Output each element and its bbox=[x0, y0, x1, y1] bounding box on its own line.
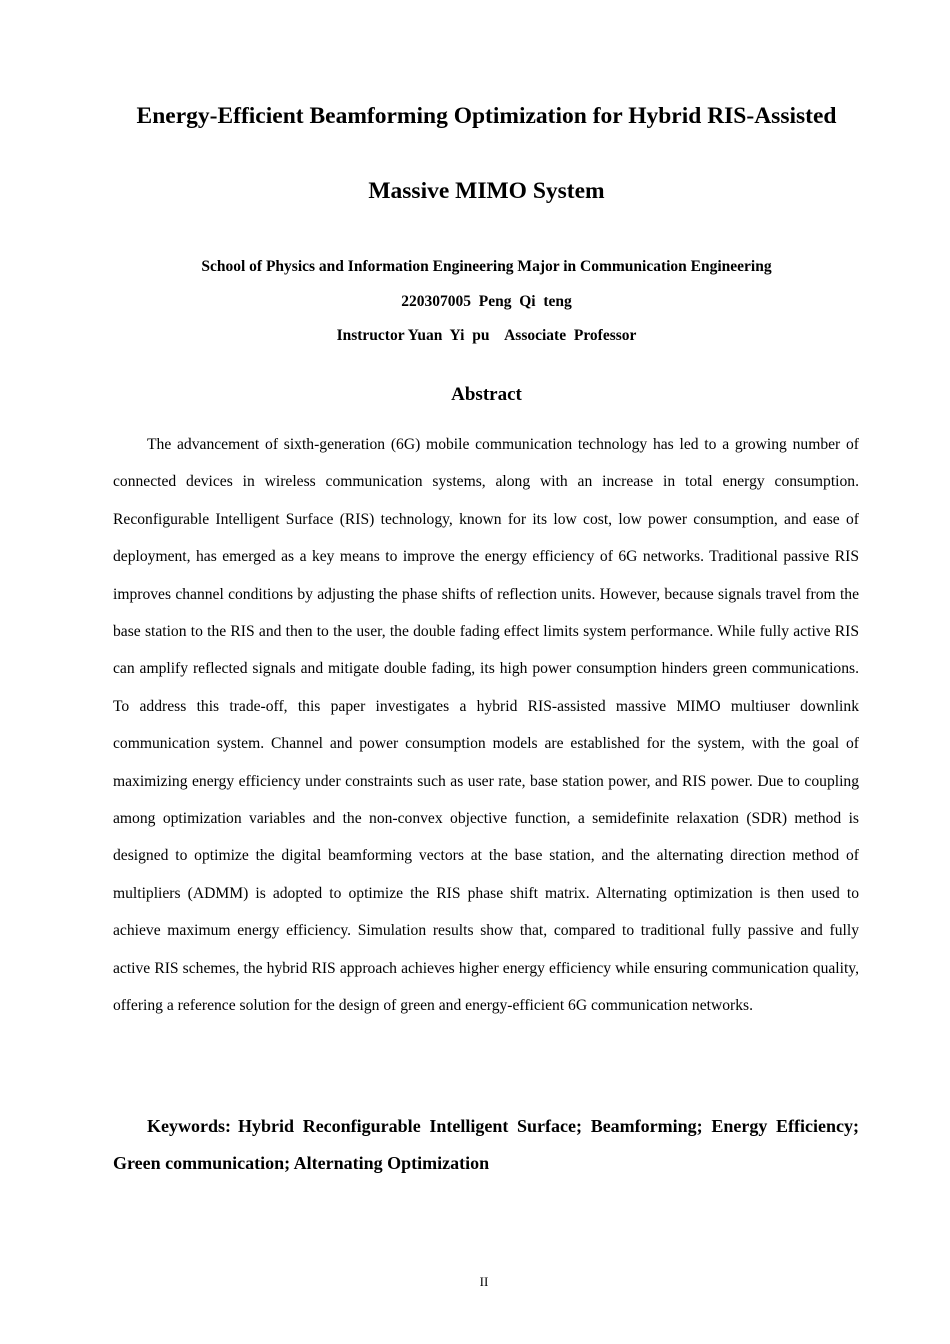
keywords-paragraph bbox=[113, 1108, 859, 1182]
keywords-label: Keywords: bbox=[147, 1116, 231, 1136]
paper-title-line-2: Massive MIMO System bbox=[368, 178, 605, 204]
student-id-and-name: 220307005 Peng Qi teng bbox=[401, 293, 572, 310]
paper-title-line-1: Energy-Efficient Beamforming Optimization for Hybrid RIS-Assisted bbox=[136, 103, 837, 129]
school-and-major: School of Physics and Information Engineering Major in Communication Engineering bbox=[201, 258, 772, 275]
keywords-list: Hybrid Reconfigurable Intelligent Surface; Beamforming; Energy Efficiency; Green communication; Alternating Optimization bbox=[113, 1116, 859, 1173]
page-number: II bbox=[479, 1274, 489, 1289]
abstract-heading: Abstract bbox=[451, 384, 522, 405]
abstract-body: The advancement of sixth-generation (6G) mobile communication technology has led to a growing number of connected devices in wireless communication systems, along with an increase in total energy consumption. Reconfigurable Intelligent Surface (RIS) technology, known for its low cost, low power consumption, and ease of deployment, has emerged as a key means to improve the energy efficiency of 6G networks. Traditional passive RIS improves channel conditions by adjusting the phase shifts of reflection units. However, because signals travel from the base station to the RIS and then to the user, the double fading effect limits system performance. While fully active RIS can amplify reflected signals and mitigate double fading, its high power consumption hinders green communications. To address this trade-off, this paper investigates a hybrid RIS-assisted massive MIMO multiuser downlink communication system. Channel and power consumption models are established for the system, with the goal of maximizing energy efficiency under constraints such as user rate, base station power, and RIS power. Due to coupling among optimization variables and the non-convex objective function, a semidefinite relaxation (SDR) method is designed to optimize the digital beamforming vectors at the base station, and the alternating direction method of multipliers (ADMM) is adopted to optimize the RIS phase shift matrix. Alternating optimization is then used to achieve maximum energy efficiency. Simulation results show that, compared to traditional fully passive and fully active RIS schemes, the hybrid RIS approach achieves higher energy efficiency while ensuring communication quality, offering a reference solution for the design of green and energy-efficient 6G communication networks. bbox=[113, 436, 859, 1015]
instructor-line: Instructor Yuan Yi pu Associate Professor bbox=[336, 327, 637, 344]
